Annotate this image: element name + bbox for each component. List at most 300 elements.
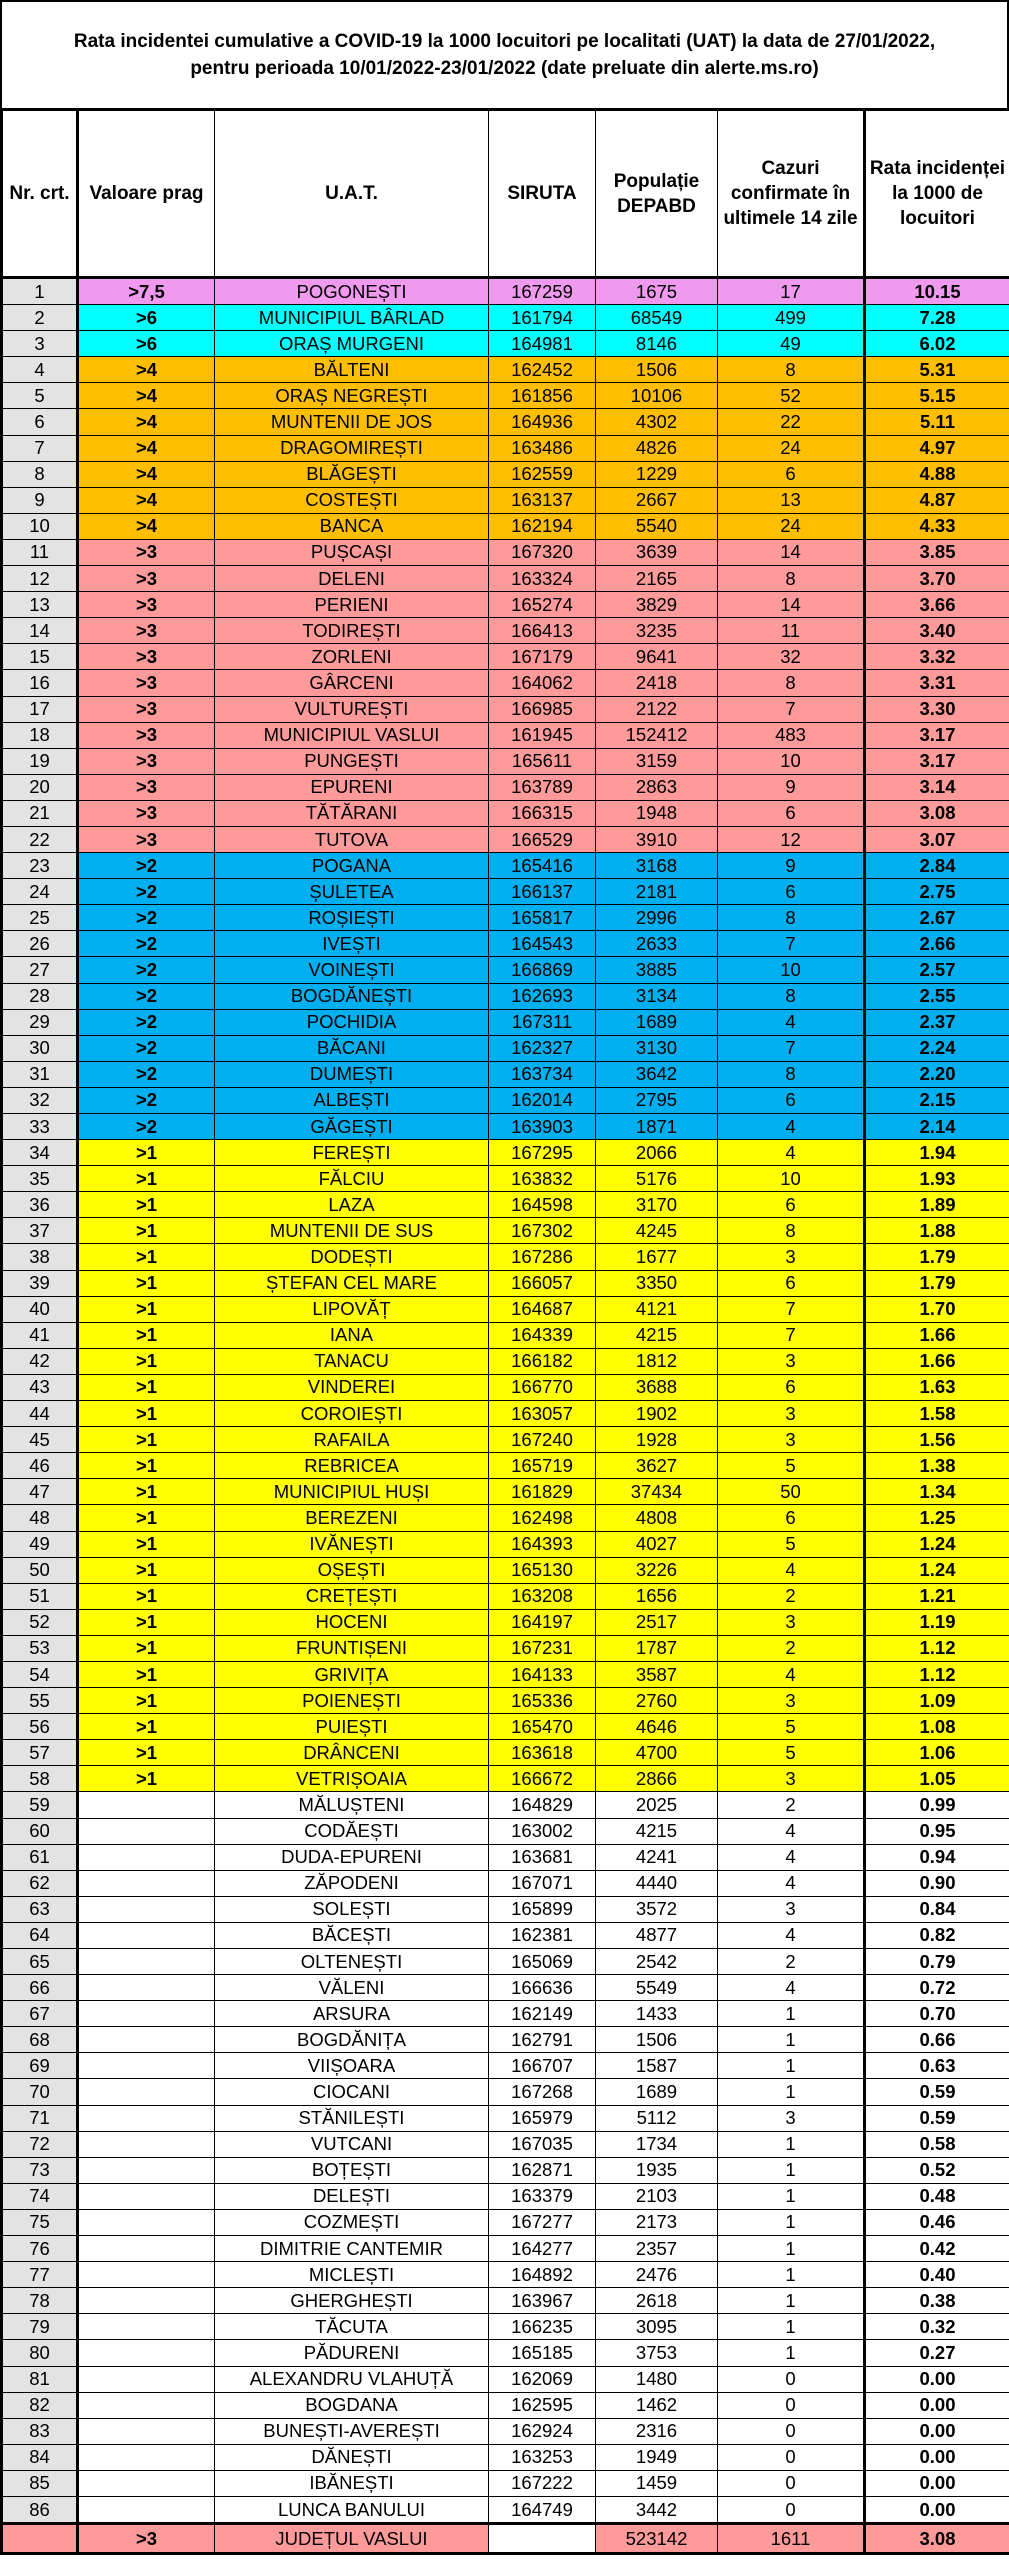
cell-cazuri: 4	[718, 1870, 865, 1896]
cell-nr: 70	[2, 2079, 78, 2105]
cell-nr: 18	[2, 722, 78, 748]
cell-cazuri: 3	[718, 1688, 865, 1714]
cell-nr: 14	[2, 618, 78, 644]
cell-nr: 81	[2, 2366, 78, 2392]
table-row	[2, 1348, 1009, 1374]
cell-rata: 1.56	[865, 1427, 1009, 1453]
cell-rata: 0.00	[865, 2392, 1009, 2418]
cell-cazuri: 12	[718, 826, 865, 852]
cell-prag: >1	[78, 1401, 215, 1427]
cell-siruta: 167222	[489, 2470, 596, 2496]
table-row	[2, 435, 1009, 461]
cell-uat: PUIEȘTI	[215, 1714, 489, 1740]
cell-prag: >2	[78, 931, 215, 957]
table-row	[2, 1009, 1009, 1035]
cell-siruta: 162693	[489, 983, 596, 1009]
cell-uat: POGONEȘTI	[215, 278, 489, 305]
cell-populatie: 4245	[596, 1218, 718, 1244]
cell-uat: BOGDANA	[215, 2392, 489, 2418]
cell-uat: COZMEȘTI	[215, 2209, 489, 2235]
cell-siruta: 165185	[489, 2340, 596, 2366]
cell-populatie: 3829	[596, 592, 718, 618]
cell-cazuri: 10	[718, 748, 865, 774]
cell-siruta: 164543	[489, 931, 596, 957]
cell-nr: 27	[2, 957, 78, 983]
cell-populatie: 5540	[596, 513, 718, 539]
cell-nr: 49	[2, 1531, 78, 1557]
cell-uat: ARSURA	[215, 2001, 489, 2027]
cell-prag: >1	[78, 1688, 215, 1714]
table-row	[2, 1270, 1009, 1296]
table-row	[2, 2183, 1009, 2209]
cell-nr: 61	[2, 1844, 78, 1870]
cell-uat: DUMEȘTI	[215, 1061, 489, 1087]
table-row	[2, 2105, 1009, 2131]
cell-cazuri: 4	[718, 1114, 865, 1140]
cell-cazuri: 10	[718, 957, 865, 983]
cell-cazuri: 6	[718, 1374, 865, 1400]
cell-populatie: 3587	[596, 1661, 718, 1687]
cell-rata: 10.15	[865, 278, 1009, 305]
cell-rata: 0.72	[865, 1975, 1009, 2001]
cell-nr: 66	[2, 1975, 78, 2001]
cell-rata: 0.00	[865, 2444, 1009, 2470]
cell-cazuri: 9	[718, 774, 865, 800]
cell-rata: 0.00	[865, 2470, 1009, 2496]
cell-nr: 29	[2, 1009, 78, 1035]
cell-rata: 3.85	[865, 539, 1009, 565]
cell-nr: 30	[2, 1035, 78, 1061]
cell-uat: IANA	[215, 1322, 489, 1348]
cell-rata: 0.42	[865, 2236, 1009, 2262]
cell-siruta: 162498	[489, 1505, 596, 1531]
cell-uat: MUNICIPIUL HUȘI	[215, 1479, 489, 1505]
cell-prag: >3	[78, 644, 215, 670]
table-row	[2, 1740, 1009, 1766]
cell-uat: TODIREȘTI	[215, 618, 489, 644]
cell-prag	[78, 2496, 215, 2523]
cell-nr: 50	[2, 1557, 78, 1583]
cell-uat: BOGDĂNIȚA	[215, 2027, 489, 2053]
cell-uat: PĂDURENI	[215, 2340, 489, 2366]
cell-prag: >3	[78, 670, 215, 696]
cell-rata: 0.95	[865, 1818, 1009, 1844]
cell-cazuri: 3	[718, 1766, 865, 1792]
cell-siruta: 164197	[489, 1609, 596, 1635]
cell-populatie: 1812	[596, 1348, 718, 1374]
cell-prag: >1	[78, 1609, 215, 1635]
cell-siruta: 166636	[489, 1975, 596, 2001]
cell-siruta: 164339	[489, 1322, 596, 1348]
cell-rata: 2.24	[865, 1035, 1009, 1061]
cell-prag: >2	[78, 1009, 215, 1035]
cell-nr: 76	[2, 2236, 78, 2262]
cell-cazuri: 8	[718, 670, 865, 696]
cell-nr: 57	[2, 1740, 78, 1766]
cell-nr: 35	[2, 1166, 78, 1192]
table-row	[2, 1114, 1009, 1140]
cell-uat: DĂNEȘTI	[215, 2444, 489, 2470]
cell-uat: FĂLCIU	[215, 1166, 489, 1192]
cell-uat: GÂRCENI	[215, 670, 489, 696]
cell-populatie: 3350	[596, 1270, 718, 1296]
table-row	[2, 1766, 1009, 1792]
cell-cazuri: 4	[718, 1009, 865, 1035]
table-row	[2, 539, 1009, 565]
cell-uat: ALEXANDRU VLAHUȚĂ	[215, 2366, 489, 2392]
cell-cazuri: 1	[718, 2157, 865, 2183]
cell-rata: 0.84	[865, 1896, 1009, 1922]
cell-cazuri: 3	[718, 1427, 865, 1453]
cell-uat: JUDEȚUL VASLUI	[215, 2524, 489, 2554]
table-row	[2, 2027, 1009, 2053]
cell-uat: PUNGEȘTI	[215, 748, 489, 774]
cell-rata: 1.21	[865, 1583, 1009, 1609]
cell-prag: >2	[78, 905, 215, 931]
cell-siruta: 166985	[489, 696, 596, 722]
cell-prag: >4	[78, 461, 215, 487]
cell-cazuri: 3	[718, 1244, 865, 1270]
cell-siruta: 167295	[489, 1140, 596, 1166]
cell-populatie: 37434	[596, 1479, 718, 1505]
cell-populatie: 68549	[596, 305, 718, 331]
cell-prag: >1	[78, 1218, 215, 1244]
cell-rata: 0.90	[865, 1870, 1009, 1896]
table-row	[2, 1531, 1009, 1557]
cell-populatie: 4646	[596, 1714, 718, 1740]
cell-prag: >2	[78, 1087, 215, 1113]
cell-siruta: 166707	[489, 2053, 596, 2079]
cell-cazuri: 49	[718, 331, 865, 357]
cell-rata: 0.48	[865, 2183, 1009, 2209]
cell-siruta: 162871	[489, 2157, 596, 2183]
cell-prag: >3	[78, 748, 215, 774]
cell-rata: 0.82	[865, 1922, 1009, 1948]
cell-siruta: 165899	[489, 1896, 596, 1922]
cell-populatie: 10106	[596, 383, 718, 409]
report-title-line-2: pentru perioada 10/01/2022-23/01/2022 (date preluate din alerte.ms.ro)	[190, 58, 819, 79]
cell-uat: TUTOVA	[215, 826, 489, 852]
cell-nr: 19	[2, 748, 78, 774]
cell-uat: EPURENI	[215, 774, 489, 800]
cell-prag: >1	[78, 1166, 215, 1192]
cell-prag	[78, 2288, 215, 2314]
cell-populatie: 8146	[596, 331, 718, 357]
cell-prag	[78, 2236, 215, 2262]
cell-cazuri: 2	[718, 1635, 865, 1661]
cell-rata: 2.75	[865, 879, 1009, 905]
total-row	[2, 2524, 1009, 2554]
cell-cazuri: 7	[718, 696, 865, 722]
cell-uat: POIENEȘTI	[215, 1688, 489, 1714]
cell-rata: 0.00	[865, 2496, 1009, 2523]
cell-nr: 17	[2, 696, 78, 722]
cell-prag: >1	[78, 1766, 215, 1792]
cell-prag: >1	[78, 1244, 215, 1270]
cell-cazuri: 7	[718, 1296, 865, 1322]
cell-rata: 1.79	[865, 1244, 1009, 1270]
table-row	[2, 461, 1009, 487]
cell-prag	[78, 2079, 215, 2105]
cell-uat: COSTEȘTI	[215, 487, 489, 513]
cell-uat: REBRICEA	[215, 1453, 489, 1479]
cell-prag: >4	[78, 513, 215, 539]
cell-rata: 5.31	[865, 357, 1009, 383]
cell-cazuri: 3	[718, 1401, 865, 1427]
cell-siruta: 167311	[489, 1009, 596, 1035]
cell-uat: FRUNTIȘENI	[215, 1635, 489, 1661]
cell-prag	[78, 1975, 215, 2001]
cell-rata: 6.02	[865, 331, 1009, 357]
cell-prag	[78, 1818, 215, 1844]
cell-uat: OȘEȘTI	[215, 1557, 489, 1583]
cell-rata: 0.63	[865, 2053, 1009, 2079]
cell-siruta: 162014	[489, 1087, 596, 1113]
table-row	[2, 2418, 1009, 2444]
cell-populatie: 1480	[596, 2366, 718, 2392]
table-row	[2, 409, 1009, 435]
cell-populatie: 2795	[596, 1087, 718, 1113]
table-row	[2, 592, 1009, 618]
cell-cazuri: 8	[718, 566, 865, 592]
cell-uat: ZĂPODENI	[215, 1870, 489, 1896]
cell-rata: 0.59	[865, 2105, 1009, 2131]
cell-uat: BLĂGEȘTI	[215, 461, 489, 487]
cell-cazuri: 50	[718, 1479, 865, 1505]
cell-siruta: 165069	[489, 1949, 596, 1975]
cell-uat: IVĂNEȘTI	[215, 1531, 489, 1557]
cell-cazuri: 4	[718, 1975, 865, 2001]
cell-populatie: 1462	[596, 2392, 718, 2418]
cell-siruta: 162149	[489, 2001, 596, 2027]
cell-cazuri: 24	[718, 513, 865, 539]
cell-nr: 52	[2, 1609, 78, 1635]
cell-uat: BOȚEȘTI	[215, 2157, 489, 2183]
cell-nr: 51	[2, 1583, 78, 1609]
cell-cazuri: 3	[718, 1896, 865, 1922]
cell-prag	[78, 1844, 215, 1870]
cell-uat: CODĂEȘTI	[215, 1818, 489, 1844]
cell-uat: BEREZENI	[215, 1505, 489, 1531]
cell-siruta: 166057	[489, 1270, 596, 1296]
cell-nr: 4	[2, 357, 78, 383]
cell-rata: 0.70	[865, 2001, 1009, 2027]
cell-cazuri: 2	[718, 1583, 865, 1609]
cell-nr: 22	[2, 826, 78, 852]
cell-populatie: 3910	[596, 826, 718, 852]
cell-prag	[78, 2314, 215, 2340]
cell-populatie: 2316	[596, 2418, 718, 2444]
cell-nr: 45	[2, 1427, 78, 1453]
table-row	[2, 2131, 1009, 2157]
cell-rata: 1.89	[865, 1192, 1009, 1218]
cell-rata: 5.11	[865, 409, 1009, 435]
cell-siruta: 166869	[489, 957, 596, 983]
table-row	[2, 566, 1009, 592]
table-row	[2, 1035, 1009, 1061]
table-row	[2, 1844, 1009, 1870]
cell-nr: 42	[2, 1348, 78, 1374]
cell-cazuri: 3	[718, 1609, 865, 1635]
cell-prag: >4	[78, 409, 215, 435]
cell-cazuri: 2	[718, 1792, 865, 1818]
cell-prag: >3	[78, 800, 215, 826]
cell-prag	[78, 2001, 215, 2027]
cell-populatie: 2476	[596, 2262, 718, 2288]
table-row	[2, 513, 1009, 539]
table-row	[2, 1583, 1009, 1609]
cell-siruta: 165979	[489, 2105, 596, 2131]
cell-cazuri: 7	[718, 931, 865, 957]
table-row	[2, 1296, 1009, 1322]
cell-populatie: 2181	[596, 879, 718, 905]
table-row	[2, 957, 1009, 983]
table-row	[2, 1479, 1009, 1505]
cell-rata: 1.63	[865, 1374, 1009, 1400]
cell-populatie: 4808	[596, 1505, 718, 1531]
cell-uat: GĂGEȘTI	[215, 1114, 489, 1140]
cell-rata: 2.84	[865, 853, 1009, 879]
table-row	[2, 1427, 1009, 1453]
cell-cazuri: 1	[718, 2027, 865, 2053]
table-row	[2, 1087, 1009, 1113]
cell-nr: 48	[2, 1505, 78, 1531]
cell-uat: VIIȘOARA	[215, 2053, 489, 2079]
cell-siruta: 164687	[489, 1296, 596, 1322]
cell-populatie: 1787	[596, 1635, 718, 1661]
cell-prag: >2	[78, 879, 215, 905]
cell-rata: 3.40	[865, 618, 1009, 644]
cell-prag: >2	[78, 983, 215, 1009]
cell-cazuri: 1	[718, 2053, 865, 2079]
cell-uat: OLTENEȘTI	[215, 1949, 489, 1975]
cell-uat: BANCA	[215, 513, 489, 539]
cell-rata: 0.94	[865, 1844, 1009, 1870]
cell-siruta: 166529	[489, 826, 596, 852]
cell-nr: 67	[2, 2001, 78, 2027]
table-row	[2, 2157, 1009, 2183]
cell-uat: MUNTENII DE JOS	[215, 409, 489, 435]
table-body	[2, 278, 1009, 2554]
cell-populatie: 2618	[596, 2288, 718, 2314]
cell-siruta: 161856	[489, 383, 596, 409]
cell-nr: 34	[2, 1140, 78, 1166]
cell-prag: >2	[78, 1035, 215, 1061]
cell-cazuri: 8	[718, 1061, 865, 1087]
cell-nr: 80	[2, 2340, 78, 2366]
cell-siruta: 167179	[489, 644, 596, 670]
cell-prag	[78, 2183, 215, 2209]
cell-siruta: 164829	[489, 1792, 596, 1818]
cell-siruta: 162595	[489, 2392, 596, 2418]
cell-populatie: 4877	[596, 1922, 718, 1948]
cell-cazuri: 0	[718, 2496, 865, 2523]
cell-rata: 7.28	[865, 305, 1009, 331]
cell-populatie: 4215	[596, 1818, 718, 1844]
cell-populatie: 3442	[596, 2496, 718, 2523]
cell-prag	[78, 2262, 215, 2288]
cell-nr: 33	[2, 1114, 78, 1140]
table-row	[2, 1870, 1009, 1896]
cell-rata: 0.27	[865, 2340, 1009, 2366]
cell-siruta: 165611	[489, 748, 596, 774]
cell-siruta: 167035	[489, 2131, 596, 2157]
table-row	[2, 383, 1009, 409]
cell-uat: MUNICIPIUL BÂRLAD	[215, 305, 489, 331]
cell-populatie: 2103	[596, 2183, 718, 2209]
cell-uat: IBĂNEȘTI	[215, 2470, 489, 2496]
cell-cazuri: 499	[718, 305, 865, 331]
cell-uat: POGANA	[215, 853, 489, 879]
cell-cazuri: 1	[718, 2209, 865, 2235]
cell-populatie: 2357	[596, 2236, 718, 2262]
cell-cazuri: 6	[718, 1087, 865, 1113]
cell-nr: 83	[2, 2418, 78, 2444]
cell-uat: ORAȘ NEGREȘTI	[215, 383, 489, 409]
header-cazuri: Cazuri confirmate în ultimele 14 zile	[718, 110, 865, 278]
report-title	[0, 0, 1009, 108]
cell-rata: 2.66	[865, 931, 1009, 957]
cell-siruta: 165470	[489, 1714, 596, 1740]
cell-rata: 3.08	[865, 2524, 1009, 2554]
cell-prag	[78, 1870, 215, 1896]
cell-populatie: 4215	[596, 1322, 718, 1348]
table-row	[2, 1401, 1009, 1427]
header-rata: Rata incidenței la 1000 de locuitori	[865, 110, 1009, 278]
cell-rata: 1.12	[865, 1635, 1009, 1661]
cell-uat: IVEȘTI	[215, 931, 489, 957]
cell-cazuri: 1	[718, 2183, 865, 2209]
cell-cazuri: 1	[718, 2262, 865, 2288]
cell-uat: POCHIDIA	[215, 1009, 489, 1035]
table-row	[2, 1505, 1009, 1531]
cell-cazuri: 5	[718, 1714, 865, 1740]
table-row	[2, 1322, 1009, 1348]
cell-populatie: 3572	[596, 1896, 718, 1922]
cell-populatie: 2760	[596, 1688, 718, 1714]
cell-nr: 78	[2, 2288, 78, 2314]
cell-populatie: 2667	[596, 487, 718, 513]
cell-uat: RAFAILA	[215, 1427, 489, 1453]
cell-rata: 0.58	[865, 2131, 1009, 2157]
cell-prag: >4	[78, 487, 215, 513]
cell-siruta: 161829	[489, 1479, 596, 1505]
cell-rata: 1.05	[865, 1766, 1009, 1792]
cell-prag: >2	[78, 1061, 215, 1087]
cell-cazuri: 6	[718, 461, 865, 487]
cell-populatie: 3688	[596, 1374, 718, 1400]
cell-siruta: 165416	[489, 853, 596, 879]
cell-populatie: 2173	[596, 2209, 718, 2235]
cell-rata: 0.46	[865, 2209, 1009, 2235]
cell-uat: DRÂNCENI	[215, 1740, 489, 1766]
cell-uat: BĂLTENI	[215, 357, 489, 383]
cell-prag: >4	[78, 357, 215, 383]
cell-siruta: 161794	[489, 305, 596, 331]
cell-rata: 5.15	[865, 383, 1009, 409]
table-header-row	[2, 110, 1009, 278]
cell-rata: 0.66	[865, 2027, 1009, 2053]
cell-populatie: 1506	[596, 357, 718, 383]
table-row	[2, 1688, 1009, 1714]
table-row	[2, 879, 1009, 905]
cell-prag	[78, 1922, 215, 1948]
cell-nr: 56	[2, 1714, 78, 1740]
report-title-line-1: Rata incidentei cumulative a COVID-19 la 1000 locuitori pe localitati (UAT) la data de 27/01/2022,	[73, 31, 936, 52]
cell-uat: ZORLENI	[215, 644, 489, 670]
table-row	[2, 1635, 1009, 1661]
cell-uat: LIPOVĂȚ	[215, 1296, 489, 1322]
